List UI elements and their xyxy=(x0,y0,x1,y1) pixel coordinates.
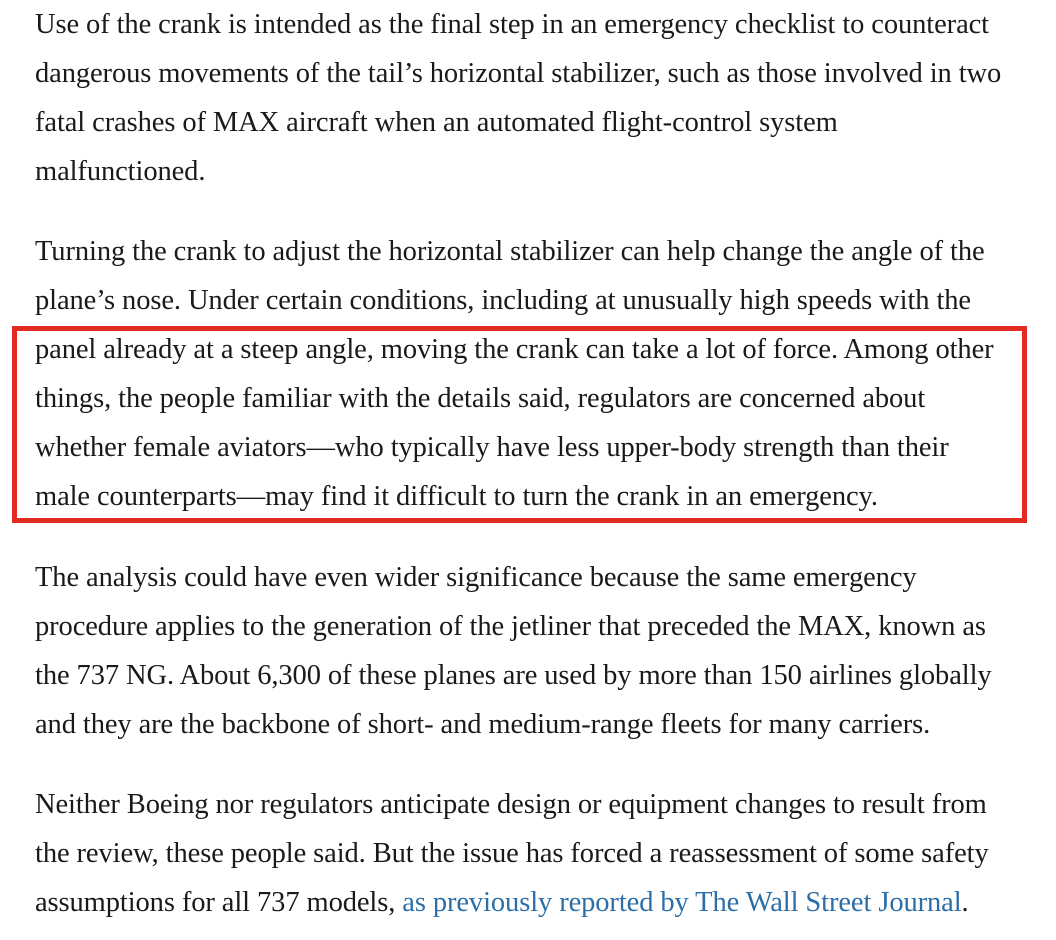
paragraph-line: the 737 NG. About 6,300 of these planes are used by more than 150 airlines globally xyxy=(35,660,992,691)
paragraph-line: fatal crashes of MAX aircraft when an automated flight-control system xyxy=(35,107,838,138)
paragraph-line: whether female aviators—who typically have less upper-body strength than their xyxy=(35,432,949,463)
paragraph-line: panel already at a steep angle, moving the crank can take a lot of force. Among other xyxy=(35,334,994,365)
paragraph-last-line xyxy=(35,878,989,927)
paragraph-line: Use of the crank is intended as the final step in an emergency checklist to counteract xyxy=(35,9,989,40)
paragraph-line: Neither Boeing nor regulators anticipate design or equipment changes to result from xyxy=(35,789,987,820)
paragraph-line: malfunctioned. xyxy=(35,156,206,187)
paragraph-1 xyxy=(35,0,1001,196)
line-prefix-text: assumptions for all 737 models, xyxy=(35,887,403,918)
paragraph-line: the review, these people said. But the issue has forced a reassessment of some safety xyxy=(35,838,989,869)
paragraph-line: procedure applies to the generation of the jetliner that preceded the MAX, known as xyxy=(35,611,986,642)
paragraph-line: male counterparts—may find it difficult to turn the crank in an emergency. xyxy=(35,481,878,512)
highlight-annotation-box xyxy=(12,326,1027,523)
line-suffix-text: . xyxy=(961,887,969,918)
paragraph-4 xyxy=(35,780,989,927)
paragraph-line: and they are the backbone of short- and medium-range fleets for many carriers. xyxy=(35,709,931,740)
paragraph-3 xyxy=(35,553,992,749)
paragraph-line: The analysis could have even wider significance because the same emergency xyxy=(35,562,917,593)
wsj-article-link[interactable]: as previously reported by The Wall Street Journal xyxy=(402,887,962,918)
paragraph-line: Turning the crank to adjust the horizontal stabilizer can help change the angle of the xyxy=(35,236,985,267)
paragraph-line: plane’s nose. Under certain conditions, including at unusually high speeds with the xyxy=(35,285,971,316)
paragraph-line: things, the people familiar with the details said, regulators are concerned about xyxy=(35,383,926,414)
paragraph-line: dangerous movements of the tail’s horizontal stabilizer, such as those involved in two xyxy=(35,58,1002,89)
